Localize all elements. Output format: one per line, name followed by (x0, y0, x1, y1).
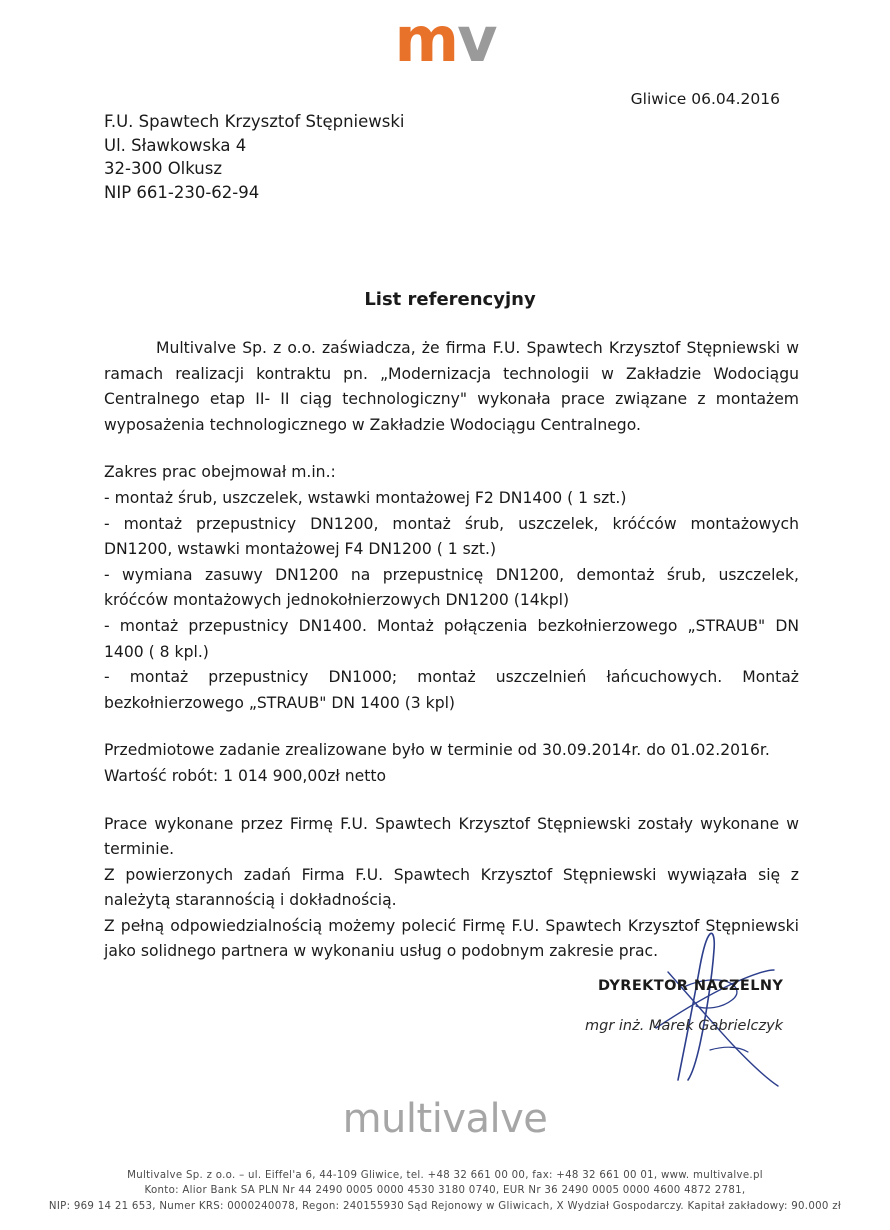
scope-heading: Zakres prac obejmował m.in.: (104, 463, 336, 482)
place-and-date: Gliwice 06.04.2016 (630, 90, 780, 108)
intro-paragraph-text: Multivalve Sp. z o.o. zaświadcza, że firma F.U. Spawtech Krzysztof Stępniewski w ramach realizacji kontraktu pn. „Modernizacja technologii w Zakładzie Wodociągu Centralnego etap II- II ciąg technologiczny" wykonała prace związane z montażem wyposażenia technologicznego w Zakładzie Wodociągu Centralnego. (104, 339, 799, 434)
scope-item-1: - montaż śrub, uszczelek, wstawki montażowej F2 DN1400 ( 1 szt.) (104, 488, 627, 507)
closing-paragraph-3: Z pełną odpowiedzialnością możemy polecić Firmę F.U. Spawtech Krzysztof Stępniewski jako solidnego partnera w wykonaniu usług o podobnym zakresie prac. (104, 916, 799, 961)
spacer (104, 790, 799, 812)
page-title-text: List referencyjny (364, 289, 536, 310)
footer-line-1: Multivalve Sp. z o.o. – ul. Eiffel'a 6, 44-109 Gliwice, tel. +48 32 661 00 00, fax: +48 32 661 00 01, www. multivalve.pl (127, 1169, 763, 1181)
addressee-line-3: 32-300 Olkusz (104, 159, 223, 178)
handwritten-signature-icon (560, 920, 860, 1100)
logo-letter-m: m (394, 3, 458, 76)
addressee-line-2: Ul. Sławkowska 4 (104, 135, 247, 155)
scope-item-3: - wymiana zasuwy DN1200 na przepustnicę DN1200, demontaż śrub, uszczelek, króćców montażowych jednokołnierzowych DN1200 (14kpl) (104, 565, 799, 610)
footer-line-3: NIP: 969 14 21 653, Numer KRS: 0000240078, Regon: 240155930 Sąd Rejonowy w Gliwicach, X Wydział Gospodarczy. Kapitał zakładowy: 90.000 zł (48, 1200, 842, 1212)
closing-paragraph-1: Prace wykonane przez Firmę F.U. Spawtech Krzysztof Stępniewski zostały wykonane w terminie. (104, 814, 799, 859)
signature-block (560, 930, 860, 1090)
company-logo-mark (0, 3, 890, 78)
value-line: Wartość robót: 1 014 900,00zł netto (104, 766, 387, 785)
addressee-line-4: NIP 661-230-62-94 (104, 182, 260, 202)
document-body (104, 336, 799, 965)
footer-wordmark: multivalve (342, 1096, 548, 1142)
scope-item-5: - montaż przepustnicy DN1000; montaż uszczelnień łańcuchowych. Montaż bezkołnierzowego „STRAUB" DN 1400 (3 kpl) (104, 668, 799, 712)
footer-company-details (0, 1168, 890, 1215)
signer-name: mgr inż. Marek Gabrielczyk (585, 1018, 784, 1034)
intro-paragraph (104, 336, 799, 438)
addressee-line-1: F.U. Spawtech Krzysztof Stępniewski (104, 112, 405, 131)
closing-paragraph-2: Z powierzonych zadań Firma F.U. Spawtech Krzysztof Stępniewski wywiązała się z należytą starannością i dokładnością. (104, 865, 799, 910)
spacer (104, 716, 799, 738)
spacer (104, 438, 799, 460)
footer-line-2: Konto: Alior Bank SA PLN Nr 44 2490 0005 0000 4530 3180 0740, EUR Nr 36 2490 0005 0000 4600 4872 2781, (144, 1185, 746, 1196)
scope-item-2: - montaż przepustnicy DN1200, montaż śrub, uszczelek, króćców montażowych DN1200, wstawki montażowej F4 DN1200 ( 1 szt.) (104, 514, 799, 559)
term-line: Przedmiotowe zadanie zrealizowane było w terminie od 30.09.2014r. do 01.02.2016r. (104, 741, 770, 760)
addressee-block (104, 110, 405, 204)
page-title (0, 289, 890, 310)
logo-letter-v: v (457, 3, 496, 76)
signer-position: DYREKTOR NACZELNY (598, 978, 784, 994)
scope-item-4: - montaż przepustnicy DN1400. Montaż połączenia bezkołnierzowego „STRAUB" DN 1400 ( 8 kpl.) (104, 616, 799, 661)
